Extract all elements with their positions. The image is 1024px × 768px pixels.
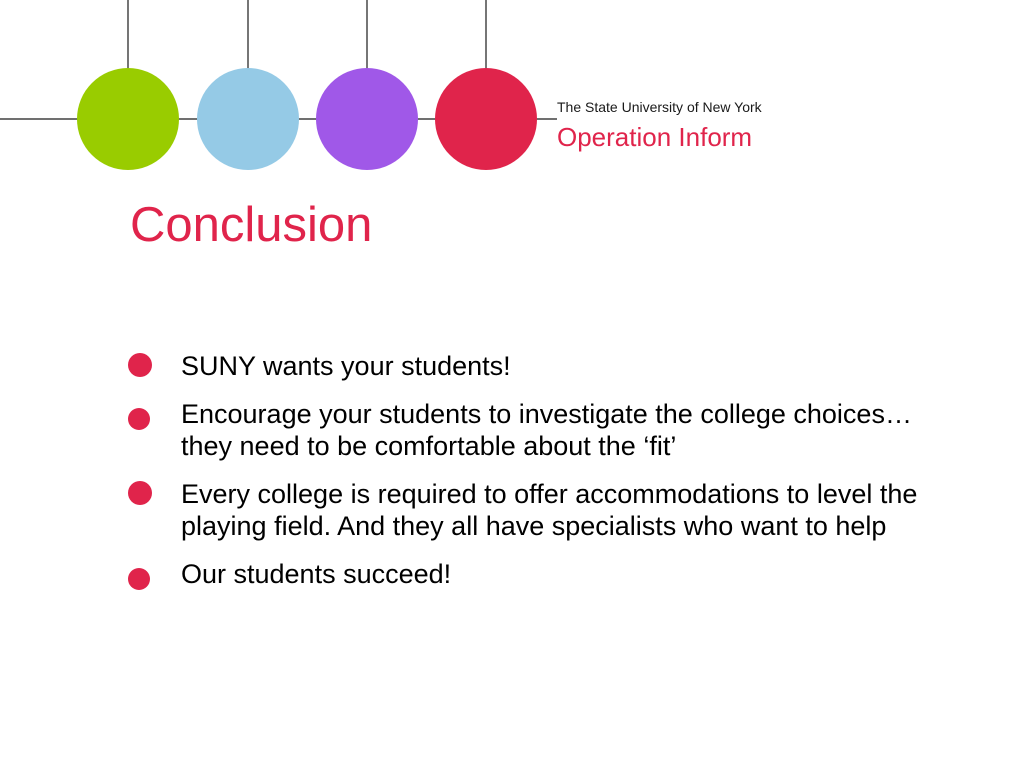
program-name: Operation Inform xyxy=(557,122,753,152)
decorative-circles xyxy=(0,0,1024,190)
bullet-list xyxy=(126,350,926,606)
bullet-item xyxy=(126,478,926,542)
org-name: The State University of New York xyxy=(557,99,762,115)
bullet-text: Encourage your students to investigate the college choices…they need to be comfortable about the ‘fit’ xyxy=(181,399,912,461)
blue-circle xyxy=(197,68,299,170)
purple-circle xyxy=(316,68,418,170)
bullet-item xyxy=(126,350,926,382)
header-text xyxy=(557,98,977,152)
slide-title: Conclusion xyxy=(130,198,373,252)
bullet-item xyxy=(126,558,926,590)
bullet-text: Our students succeed! xyxy=(181,559,452,589)
bullet-dot xyxy=(128,568,150,590)
bullet-dot xyxy=(128,408,150,430)
green-circle xyxy=(77,68,179,170)
bullet-dot xyxy=(128,481,152,505)
bullet-dot xyxy=(128,353,152,377)
red-circle xyxy=(435,68,537,170)
bullet-text: Every college is required to offer accommodations to level the playing field. And they all have specialists who want to help xyxy=(181,479,918,541)
bullet-text: SUNY wants your students! xyxy=(181,351,511,381)
bullet-item xyxy=(126,398,926,462)
